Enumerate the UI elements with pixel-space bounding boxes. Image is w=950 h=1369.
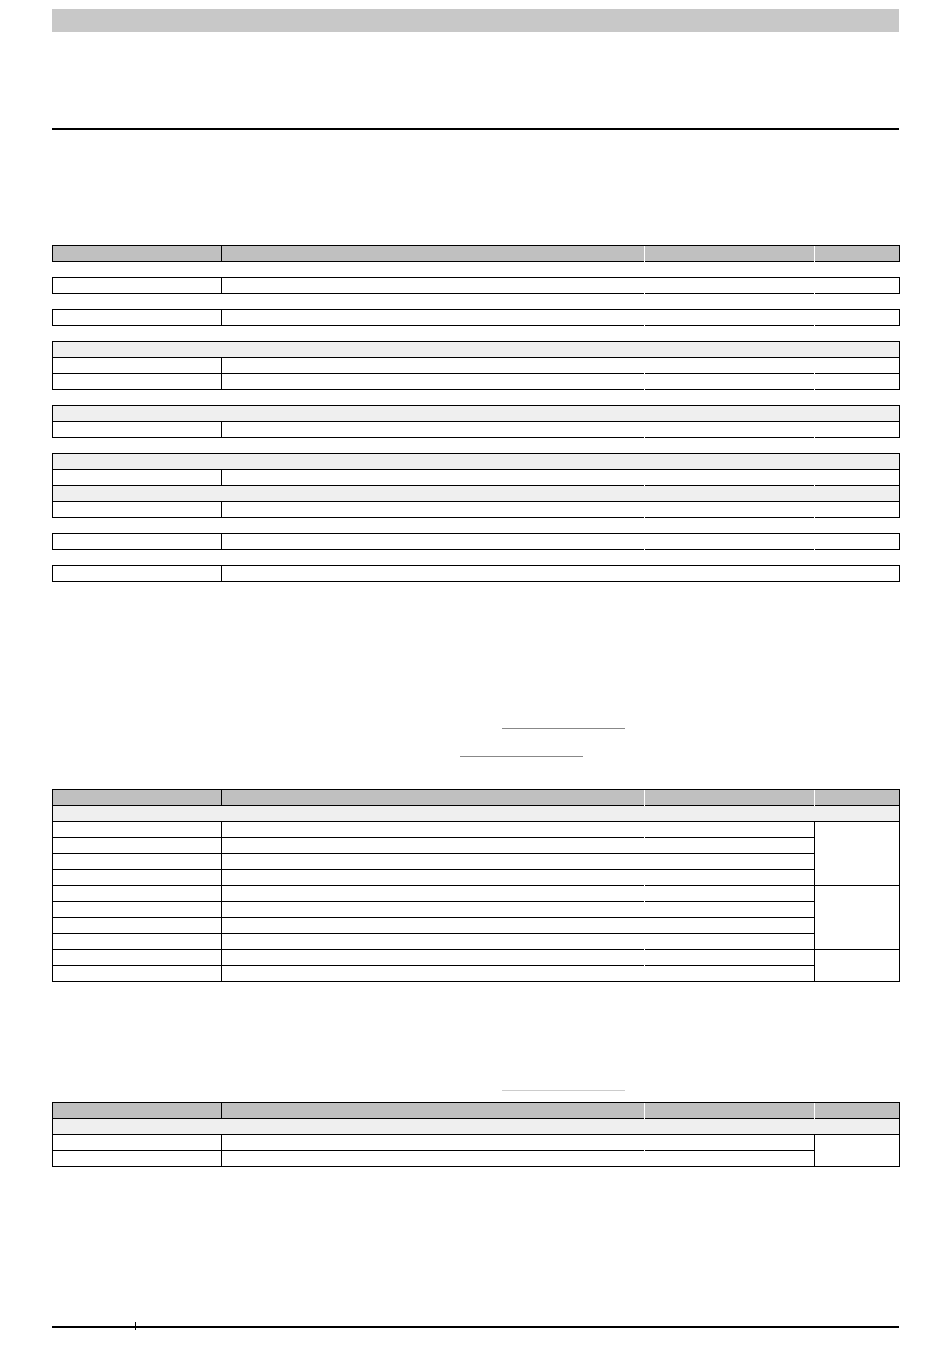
- subgroup-row: [53, 806, 900, 822]
- column-header: [222, 790, 645, 806]
- footer-divider: [52, 1326, 899, 1328]
- subgroup-row: [53, 406, 900, 422]
- table-cell: [53, 422, 222, 438]
- table-cell: [645, 934, 815, 950]
- column-header: [222, 246, 645, 262]
- table-cell: [53, 278, 222, 294]
- table-cell: [53, 566, 222, 582]
- table-cell: [53, 902, 222, 918]
- table-cell: [222, 470, 645, 486]
- table-cell: [53, 934, 222, 950]
- table-cell: [53, 502, 222, 518]
- table-row: [53, 422, 900, 438]
- table-cell: [815, 470, 900, 486]
- column-header: [815, 1103, 900, 1119]
- group-row: [53, 438, 900, 454]
- top-header-band: [52, 9, 899, 32]
- subgroup-label: [53, 454, 900, 470]
- table-cell: [222, 902, 645, 918]
- column-header: [53, 246, 222, 262]
- table-cell: [815, 534, 900, 550]
- group-row: [53, 326, 900, 342]
- group-row: [53, 390, 900, 406]
- table-cell: [815, 422, 900, 438]
- table-cell: [645, 886, 815, 902]
- table-row: [53, 1151, 900, 1167]
- group-label: [53, 326, 900, 342]
- table-row: [53, 310, 900, 326]
- table-row: [53, 566, 900, 582]
- table-cell: [815, 310, 900, 326]
- table-cell: [645, 278, 815, 294]
- table-cell: [222, 966, 645, 982]
- table-cell: [222, 870, 645, 886]
- column-header: [645, 1103, 815, 1119]
- group-label: [53, 262, 900, 278]
- table-cell: [222, 422, 645, 438]
- table-row: [53, 358, 900, 374]
- table-cell: [53, 374, 222, 390]
- subgroup-label: [53, 486, 900, 502]
- table-cell: [53, 358, 222, 374]
- table-row: [53, 278, 900, 294]
- table-cell: [222, 502, 645, 518]
- group-label: [53, 550, 900, 566]
- group-row: [53, 550, 900, 566]
- table-cell: [815, 502, 900, 518]
- table-cell: [645, 902, 815, 918]
- spec-table-3: [52, 1102, 900, 1167]
- table-cell: [222, 1135, 645, 1151]
- table-cell: [222, 886, 645, 902]
- column-header: [645, 790, 815, 806]
- table-cell: [53, 966, 222, 982]
- column-header: [815, 246, 900, 262]
- link-3[interactable]: [502, 1082, 625, 1091]
- subgroup-label: [53, 806, 900, 822]
- merged-cell: [815, 886, 900, 950]
- column-header: [53, 790, 222, 806]
- column-header: [645, 246, 815, 262]
- table-cell: [815, 374, 900, 390]
- table-cell: [222, 822, 645, 838]
- table-cell: [53, 854, 222, 870]
- table-cell: [645, 854, 815, 870]
- table-cell: [222, 918, 645, 934]
- table-row: [53, 838, 900, 854]
- column-header: [815, 790, 900, 806]
- table-row: [53, 934, 900, 950]
- subgroup-label: [53, 342, 900, 358]
- table-cell: [222, 534, 645, 550]
- table-cell: [815, 566, 900, 582]
- table-cell: [815, 278, 900, 294]
- table-cell: [222, 838, 645, 854]
- spec-table-1: [52, 245, 900, 582]
- table-cell: [53, 918, 222, 934]
- column-header: [222, 1103, 645, 1119]
- table-cell: [645, 374, 815, 390]
- table-cell: [53, 822, 222, 838]
- table-row: [53, 966, 900, 982]
- table-cell: [645, 822, 815, 838]
- table-cell: [645, 838, 815, 854]
- table-row: [53, 822, 900, 838]
- merged-cell: [815, 950, 900, 982]
- link-1[interactable]: [502, 720, 625, 729]
- group-row: [53, 294, 900, 310]
- table-row: [53, 1135, 900, 1151]
- table-cell: [645, 1151, 815, 1167]
- table-cell: [645, 966, 815, 982]
- subgroup-row: [53, 486, 900, 502]
- subgroup-label: [53, 1119, 900, 1135]
- link-2[interactable]: [460, 748, 583, 757]
- table-cell: [645, 502, 815, 518]
- table-row: [53, 534, 900, 550]
- table-header-row: [53, 246, 900, 262]
- table-cell: [222, 374, 645, 390]
- table-cell: [53, 1151, 222, 1167]
- table-cell: [645, 534, 815, 550]
- table-cell: [222, 310, 645, 326]
- table-cell: [53, 1135, 222, 1151]
- group-row: [53, 262, 900, 278]
- group-label: [53, 294, 900, 310]
- table-cell: [815, 358, 900, 374]
- table-cell: [645, 310, 815, 326]
- column-header: [53, 1103, 222, 1119]
- table-header-row: [53, 790, 900, 806]
- table-row: [53, 870, 900, 886]
- spec-table-2: [52, 789, 900, 982]
- table-cell: [53, 886, 222, 902]
- table-cell: [222, 1151, 645, 1167]
- table-cell: [645, 470, 815, 486]
- table-cell: [222, 950, 645, 966]
- table-row: [53, 854, 900, 870]
- table-cell: [53, 838, 222, 854]
- table-row: [53, 374, 900, 390]
- table-row: [53, 470, 900, 486]
- subgroup-row: [53, 342, 900, 358]
- table-cell: [645, 566, 815, 582]
- table-cell: [53, 534, 222, 550]
- table-cell: [222, 854, 645, 870]
- group-label: [53, 438, 900, 454]
- table-cell: [53, 470, 222, 486]
- table-cell: [53, 950, 222, 966]
- table-cell: [222, 934, 645, 950]
- group-label: [53, 518, 900, 534]
- table-cell: [645, 870, 815, 886]
- subgroup-label: [53, 406, 900, 422]
- table-cell: [645, 1135, 815, 1151]
- table-header-row: [53, 1103, 900, 1119]
- table-row: [53, 886, 900, 902]
- subgroup-row: [53, 1119, 900, 1135]
- table-row: [53, 902, 900, 918]
- merged-cell: [815, 1135, 900, 1167]
- group-row: [53, 518, 900, 534]
- table-cell: [53, 870, 222, 886]
- table-cell: [222, 358, 645, 374]
- table-row: [53, 918, 900, 934]
- table-cell: [645, 358, 815, 374]
- table-cell: [645, 950, 815, 966]
- subgroup-row: [53, 454, 900, 470]
- table-cell: [645, 918, 815, 934]
- table-cell: [53, 310, 222, 326]
- table-row: [53, 502, 900, 518]
- group-label: [53, 390, 900, 406]
- merged-cell: [815, 822, 900, 886]
- table-cell: [222, 566, 645, 582]
- header-divider: [52, 128, 899, 130]
- table-cell: [645, 422, 815, 438]
- table-cell: [222, 278, 645, 294]
- table-row: [53, 950, 900, 966]
